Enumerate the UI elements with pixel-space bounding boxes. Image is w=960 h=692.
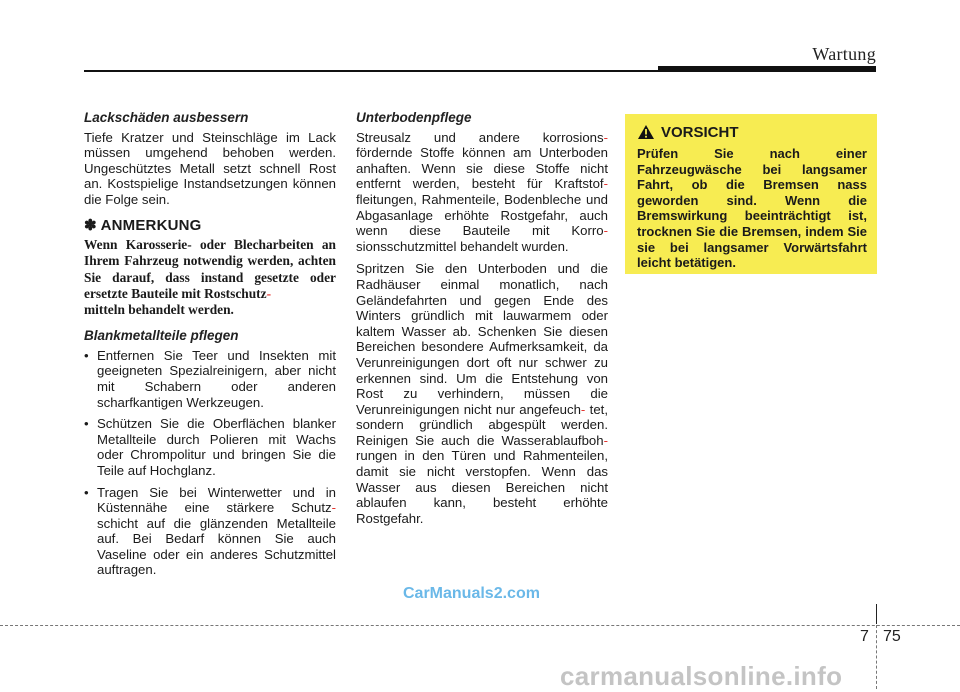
- header-rule: [84, 70, 658, 72]
- header-rule-thick: [658, 66, 876, 72]
- caution-title: VORSICHT: [661, 124, 739, 141]
- list-item: • Schützen Sie die Oberflächen blanker Metallteile durch Polieren mit Wachs oder Chrompolitur und bringen Sie die Teile auf Hochglanz.: [84, 416, 336, 478]
- page-marker-line: [876, 604, 877, 624]
- bright-metal-list: [84, 348, 336, 578]
- middle-column: [356, 110, 608, 533]
- underbody-paragraph-2: Spritzen Sie den Unterboden und die Radhäuser einmal monatlich, nach Geländefahrten und gegen Ende des Winters gründlich mit lauwarmem oder kaltem Wasser ab. Schenken Sie diesen Bereichen besondere Aufmerksamkeit, da Verunreinigungen dort oft nur schwer zu erkennen sind. Um die Entstehung von Rost zu verhindern, müssen die Verunreinigungen nicht nur angefeuch- tet, sondern gründlich abgespült werden. Reinigen Sie auch die Wasserablaufboh- rungen in den Türen und Rahmenteilen, damit sie nicht verstopfen. Wenn das Wasser aus diesen Bereichen nicht ablaufen kann, besteht erhöhte Rostgefahr.: [356, 261, 608, 526]
- heading-underbody: Unterbodenpflege: [356, 110, 472, 125]
- warning-icon: [637, 124, 655, 140]
- caution-box: [625, 114, 877, 274]
- note-title: ✽ ANMERKUNG: [84, 216, 202, 234]
- section-title: Wartung: [812, 44, 876, 64]
- left-column: [84, 110, 336, 584]
- heading-paint-repair: Lackschäden ausbessern: [84, 110, 249, 125]
- list-item: • Tragen Sie bei Winterwetter und in Küstennähe eine stärkere Schutz- schicht auf die glänzenden Metallteile auf. Bei Bedarf können Sie auch Vaseline oder ein anderes Schutzmittel auftragen.: [84, 484, 336, 578]
- caution-body: Prüfen Sie nach einer Fahrzeugwäsche bei langsamer Fahrt, ob die Bremsen nass geworden sind. Wenn die Bremswirkung beeinträchtigt ist, trocknen Sie die Bremsen, indem Sie sie bei langsamer Vorwärtsfahrt leicht betätigen.: [637, 146, 867, 271]
- underbody-paragraph-1: Streusalz und andere korrosions- fördernde Stoffe können am Unterboden anhaften. Wenn sie diese Stoffe nicht entfernt werden, besteht für Kraftstof- fleitungen, Rahmenteile, Bodenbleche und Abgasanlage erhöhte Rostgefahr, auch wenn diese Bauteile mit Korro- sionsschutzmittel behandelt wurden.: [356, 129, 608, 254]
- caution-header: [637, 124, 739, 141]
- chapter-number: 7: [860, 628, 869, 645]
- footer-brand-watermark: carmanualsonline.info: [560, 661, 843, 691]
- note-body: Wenn Karosserie- oder Blecharbeiten an Ihrem Fahrzeug notwendig werden, achten Sie darauf, dass instand gesetzte oder ersetzte Bauteile mit Rostschutz- mitteln behandelt werden.: [84, 237, 336, 317]
- page-number: 75: [883, 628, 901, 645]
- list-item: • Entfernen Sie Teer und Insekten mit geeigneten Spezialreinigern, aber nicht mit Schabern oder anderen scharfkantigen Werkzeugen.: [84, 347, 336, 410]
- heading-bright-metal: Blankmetallteile pflegen: [84, 328, 239, 344]
- watermark-link[interactable]: CarManuals2.com: [403, 585, 540, 602]
- footer-dashed-rule: [0, 625, 960, 626]
- paint-repair-paragraph: Tiefe Kratzer und Steinschläge im Lack müssen umgehend behoben werden. Ungeschütztes Metall setzt schnell Rost an. Kostspielige Instandsetzungen können die Folge sein.: [84, 129, 336, 207]
- page-marker-dashed: [876, 625, 877, 689]
